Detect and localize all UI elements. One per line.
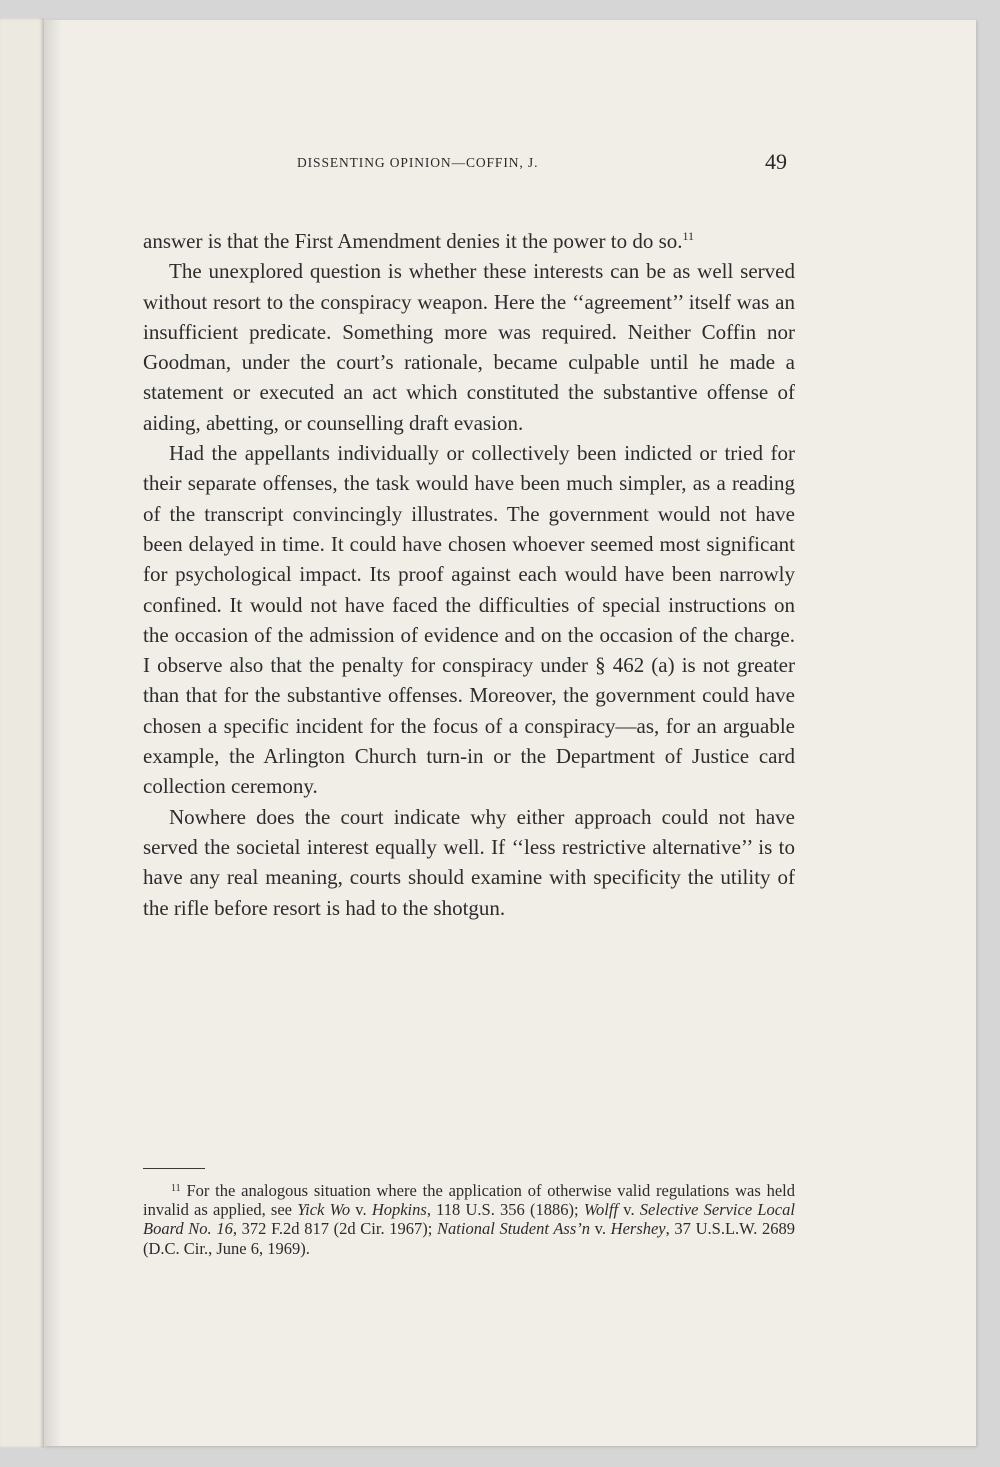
footnote-text: v. (590, 1219, 611, 1239)
facing-page-edge (0, 18, 44, 1448)
case-name: Hopkins (371, 1200, 427, 1220)
paragraph-text: answer is that the First Amendment denies it the power to do so. (143, 229, 683, 253)
case-name: Wolff (583, 1200, 619, 1220)
case-name: Hershey (610, 1219, 666, 1239)
case-name: Yick Wo (297, 1200, 351, 1220)
case-name: Selective Service Local Board No. 16 (143, 1200, 795, 1239)
paragraph-2: The unexplored question is whether these interests can be as well served without resort to the conspiracy weapon. Here the ‘‘agreement’’ itself was an insufficient predicate. Something more was required. Neither Coffin nor Goodman, under the court’s rationale, became culpable until he made a statement or executed an act which constituted the substantive offense of aiding, abetting, or counselling draft evasion. (143, 259, 795, 435)
footnote-divider (143, 1168, 205, 1169)
footnote-text: , 118 U.S. 356 (1886); (426, 1200, 584, 1220)
gutter-shadow (44, 20, 62, 1446)
paragraph-4: Nowhere does the court indicate why either approach could not have served the societal interest equally well. If ‘‘less restrictive alternative’’ is to have any real meaning, courts should examine with specificity the utility of the rifle before resort is had to the shotgun. (143, 804, 795, 920)
footnote-11 (143, 1181, 795, 1258)
page-number: 49 (765, 149, 787, 174)
paragraph-1 (143, 226, 795, 256)
case-name: National Student Ass’n (437, 1219, 590, 1239)
footnote-text: v. (618, 1200, 640, 1220)
footnote-number: 11 (171, 1183, 181, 1194)
footnote-text: For the analogous situation where the application of otherwise valid regulations was held invalid as applied, see (143, 1181, 795, 1220)
paragraph-3: Had the appellants individually or collectively been indicted or tried for their separate offenses, the task would have been much simpler, as a reading of the transcript convincingly illustrates. The government would not have been delayed in time. It could have chosen whoever seemed most significant for psychological impact. Its proof against each would have been narrowly confined. It would not have faced the difficulties of special instructions on the occasion of the admission of evidence and on the occasion of the charge. I observe also that the penalty for conspiracy under § 462 (a) is not greater than that for the substantive offenses. Moreover, the government could have chosen a specific incident for the focus of a conspiracy—as, for an arguable example, the Arlington Church turn-in or the Department of Justice card collection ceremony. (143, 441, 795, 799)
footnote-text: v. (350, 1200, 372, 1220)
footnote-text: , 37 U.S.L.W. 2689 (D.C. Cir., June 6, 1969). (143, 1219, 796, 1258)
footnote-reference: 11 (682, 229, 695, 243)
body-text (143, 226, 795, 923)
footnote-text: , 372 F.2d 817 (2d Cir. 1967); (232, 1219, 438, 1239)
running-head: DISSENTING OPINION—COFFIN, J. (297, 155, 539, 170)
